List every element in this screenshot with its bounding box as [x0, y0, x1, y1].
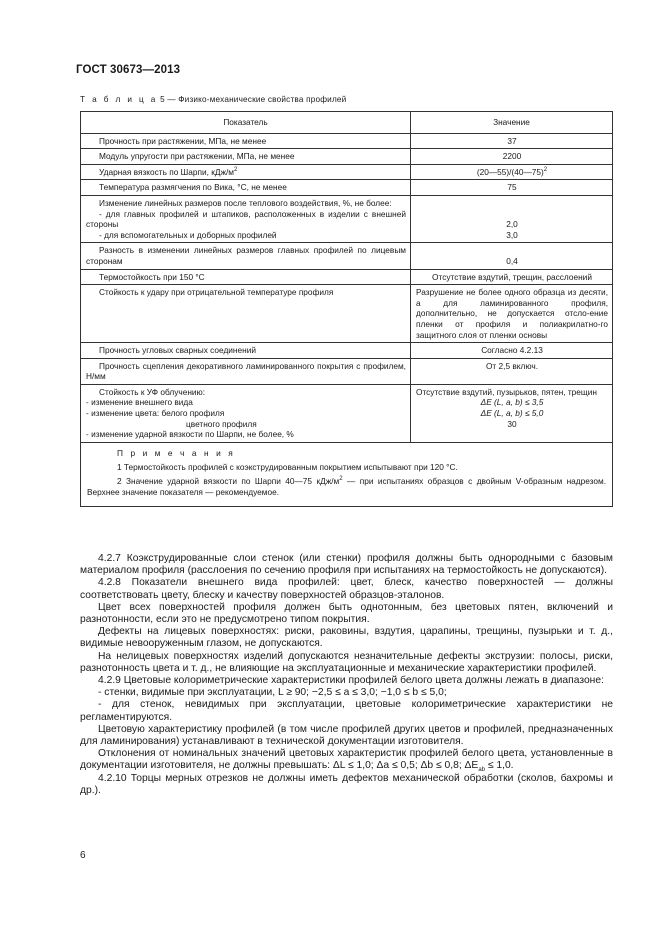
row-name: Прочность угловых сварных соединений: [81, 343, 411, 359]
row-name: Ударная вязкость по Шарпи, кДж/$м^2$: [81, 164, 411, 180]
row-name: Изменение линейных размеров после теплового воздействия, %, не более: - для главных профилей и штапиков, расположенных в изделии с внешней стороны - для вспомогательных и доборных профилей: [81, 195, 411, 242]
table-header-row: [81, 112, 613, 134]
list-item: - для стенок, невидимых при эксплуатации, цветовые колориметрические характеристики не регламентируются.: [80, 699, 613, 723]
row-value: Согласно 4.2.13: [411, 343, 613, 359]
row-value: 0,4: [411, 243, 613, 269]
page-number: 6: [80, 850, 86, 861]
notes-title: П р и м е ч а н и я: [117, 447, 236, 458]
table-row: [81, 358, 613, 384]
row-value: 37: [411, 133, 613, 149]
properties-table: [80, 111, 613, 507]
table-notes: [81, 442, 613, 506]
paragraph: Дефекты на лицевых поверхностях: риски, раковины, вздутия, царапины, трещины, пузырьки и т. д., видимые невооруженным глазом, не допускаются.: [80, 626, 613, 650]
row-name: Прочность сцепления декоративного ламинированного покрытия с профилем, Н/мм: [81, 358, 411, 384]
body-text: [80, 553, 613, 797]
table-notes-row: [81, 442, 613, 506]
row-value: Отсутствие вздутий, пузырьков, пятен, трещин ΔE (L, a, b) ≤ 3,5 ΔE (L, a, b) ≤ 5,0 30: [411, 384, 613, 442]
row-name: Разность в изменении линейных размеров главных профилей по лицевым сторонам: [81, 243, 411, 269]
table-caption-label: Т а б л и ц а: [80, 95, 158, 104]
table-row: [81, 180, 613, 196]
table-row: [81, 269, 613, 285]
row-name: Модуль упругости при растяжении, МПа, не менее: [81, 149, 411, 165]
paragraph-4-2-7: 4.2.7 Коэкструдированные слои стенок (или стенки) профиля должны быть однородными с базовым материалом профиля (расслоения по сечению профиля при испытаниях на термостойкость не допускаются).: [80, 553, 613, 577]
paragraph-4-2-8: 4.2.8 Показатели внешнего вида профилей: цвет, блеск, качество поверхностей — должны соответствовать цвету, блеску и качеству поверхностей образцов-эталонов.: [80, 577, 613, 601]
paragraph: Отклонения от номинальных значений цветовых характеристик профилей белого цвета, установленные в документации изготовителя, не должны превышать: ΔL ≤ 1,0; Δa ≤ 0,5; Δb ≤ 0,8; $\Delta E_{ab} \le 1,0$.: [80, 748, 613, 774]
paragraph-4-2-10: 4.2.10 Торцы мерных отрезков не должны иметь дефектов механической обработки (сколов, бахромы и др.).: [80, 772, 613, 796]
row-value: (20—55)/(40—75)$^2$: [411, 164, 613, 180]
note-2: 2 Значение ударной вязкости по Шарпи 40—75 кДж/$м^2$ — при испытаниях образцов с двойным V-образным надрезом. Верхнее значение показателя — рекомендуемое.: [87, 476, 607, 497]
table-row: [81, 243, 613, 269]
row-name: Стойкость к удару при отрицательной температуре профиля: [81, 285, 411, 343]
row-name: Стойкость к УФ облучению: - изменение внешнего вида - изменение цвета: белого профиля цветного профиля - изменение ударной вязкости по Шарпи, не более, %: [81, 384, 411, 442]
paragraph-4-2-9: 4.2.9 Цветовые колориметрические характеристики профилей белого цвета должны лежать в диапазоне:: [98, 675, 604, 687]
note-1: 1 Термостойкость профилей с коэкструдированным покрытием испытывают при 120 °С.: [117, 462, 458, 473]
table-row: [81, 149, 613, 165]
row-name: Прочность при растяжении, МПа, не менее: [81, 133, 411, 149]
table-caption-title: 5 — Физико-механические свойства профилей: [157, 95, 347, 104]
table-row: [81, 133, 613, 149]
paragraph: Цветовую характеристику профилей (в том числе профилей других цветов и профилей, предназначенных для ламинирования) устанавливают в технической документации изготовителя.: [80, 723, 613, 748]
list-item: - стенки, видимые при эксплуатации, L ≥ 90; −2,5 ≤ a ≤ 3,0; −1,0 ≤ b ≤ 5,0;: [98, 687, 447, 699]
table-caption: [80, 95, 346, 104]
row-value: 2,0 3,0: [411, 195, 613, 242]
table-row: [81, 343, 613, 359]
row-name: Температура размягчения по Вика, °С, не менее: [81, 180, 411, 196]
page-header-doc-code: ГОСТ 30673—2013: [76, 64, 181, 76]
table-row: [81, 195, 613, 242]
row-name: Термостойкость при 150 °С: [81, 269, 411, 285]
table-row: [81, 164, 613, 180]
table-row: [81, 285, 613, 343]
column-header-value: Значение: [411, 112, 613, 134]
paragraph: На нелицевых поверхностях изделий допускаются незначительные дефекты экструзии: полосы, риски, разнотонность цвета и т. д., не влияющие на эксплуатационные и механические характеристики профилей.: [80, 650, 613, 674]
row-value: Отсутствие вздутий, трещин, расслоений: [411, 269, 613, 285]
row-value: 2200: [411, 149, 613, 165]
row-value: Разрушение не более одного образца из десяти, а для ламинированного профиля, дополнительно, не допускается отсло-ение пленки от профиля и полиакрилатно-го защитного слоя от пленки основы: [411, 285, 613, 343]
paragraph: Цвет всех поверхностей профиля должен быть однотонным, без цветовых пятен, включений и разнотонности, если это не предусмотрено типом покрытия.: [80, 601, 613, 626]
row-value: От 2,5 включ.: [411, 358, 613, 384]
column-header-name: Показатель: [81, 112, 411, 134]
table-row: [81, 384, 613, 442]
row-value: 75: [411, 180, 613, 196]
